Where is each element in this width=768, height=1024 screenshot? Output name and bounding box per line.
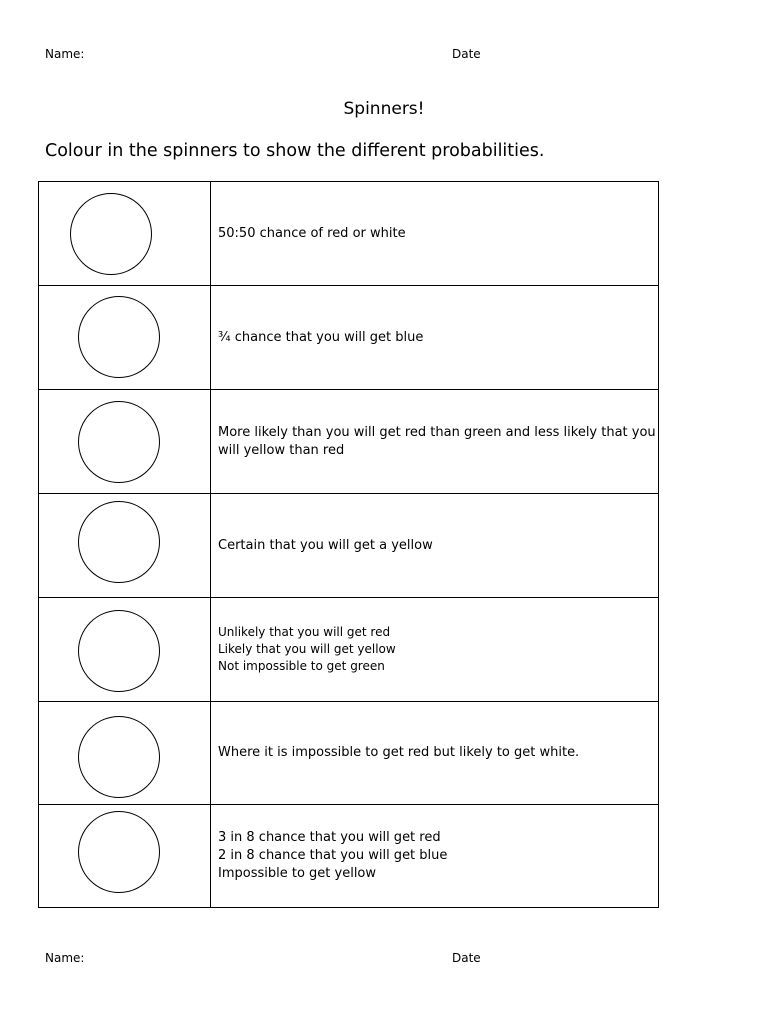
description-line: 3 in 8 chance that you will get red	[218, 830, 441, 845]
description-line: ¾ chance that you will get blue	[218, 329, 424, 345]
name-label: Name:	[45, 47, 85, 61]
page-title: Spinners!	[343, 99, 425, 119]
description-line: Likely that you will get yellow	[218, 642, 396, 656]
spinner-row	[39, 805, 658, 907]
description-line: will yellow than red	[218, 442, 345, 458]
spinner-cell	[39, 182, 211, 285]
name-label: Name:	[45, 951, 85, 965]
spinner-row	[39, 182, 658, 286]
description-line: Unlikely that you will get red	[218, 625, 391, 639]
footer-row	[0, 951, 768, 971]
spinner-cell	[39, 598, 211, 701]
description-cell	[218, 805, 638, 907]
spinner-row	[39, 702, 658, 805]
date-label: Date	[452, 47, 481, 61]
description-cell	[218, 286, 638, 389]
description-line: Impossible to get yellow	[218, 866, 377, 881]
header-top	[0, 47, 768, 67]
spinner-circle[interactable]	[78, 811, 160, 893]
description-cell	[218, 182, 638, 285]
spinner-circle[interactable]	[78, 501, 160, 583]
spinner-cell	[39, 494, 211, 597]
spinner-cell	[39, 805, 211, 907]
spinner-row	[39, 494, 658, 598]
description-line: Where it is impossible to get red but likely to get white.	[218, 745, 580, 760]
spinner-circle[interactable]	[78, 296, 160, 378]
description-line: 50:50 chance of red or white	[218, 225, 406, 241]
spinner-circle[interactable]	[70, 193, 152, 275]
spinner-row	[39, 390, 658, 494]
description-line: Certain that you will get a yellow	[218, 537, 433, 553]
spinner-cell	[39, 702, 211, 804]
description-line: More likely than you will get red than green and less likely that you	[218, 424, 656, 440]
spinner-table	[38, 181, 659, 908]
description-cell	[218, 494, 638, 597]
spinner-circle[interactable]	[78, 610, 160, 692]
description-line: Not impossible to get green	[218, 659, 385, 673]
spinner-row	[39, 286, 658, 390]
description-cell	[218, 702, 638, 804]
description-cell	[218, 390, 656, 493]
description-cell	[218, 598, 638, 701]
spinner-row	[39, 598, 658, 702]
spinner-circle[interactable]	[78, 401, 160, 483]
spinner-cell	[39, 286, 211, 389]
date-label: Date	[452, 951, 481, 965]
spinner-circle[interactable]	[78, 716, 160, 798]
instruction-text: Colour in the spinners to show the different probabilities.	[45, 141, 545, 161]
description-line: 2 in 8 chance that you will get blue	[218, 848, 448, 863]
spinner-cell	[39, 390, 211, 493]
